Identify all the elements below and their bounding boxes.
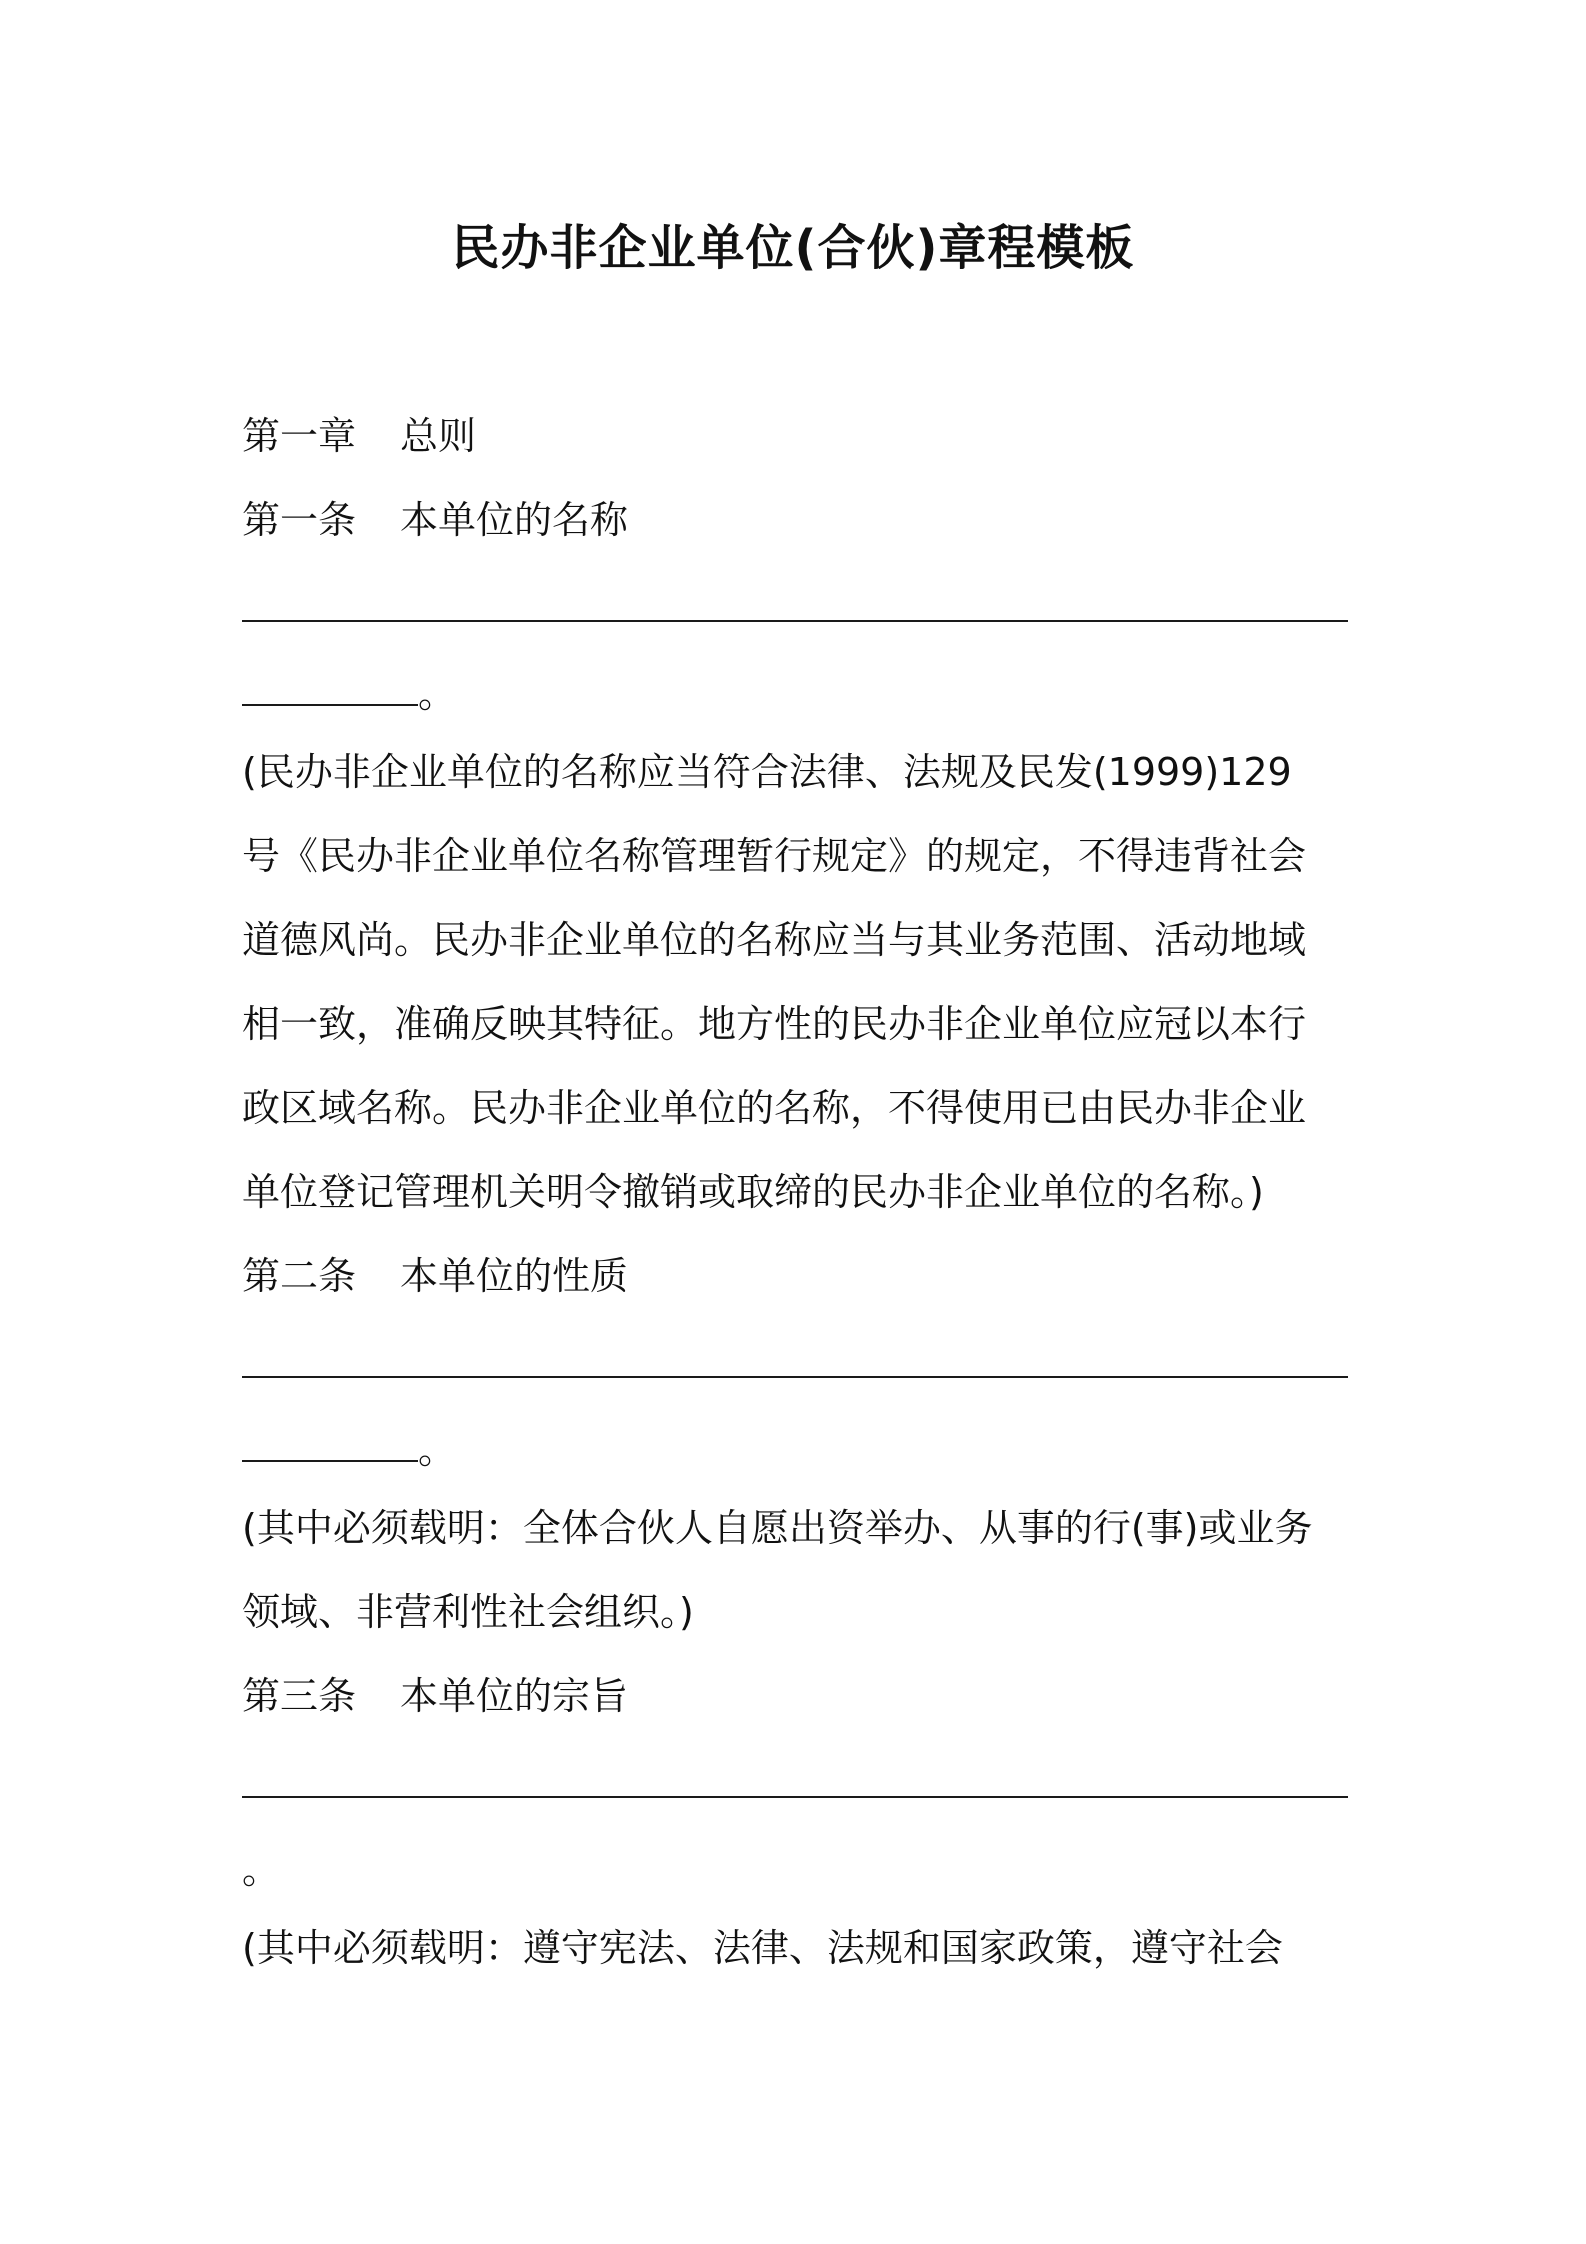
fill-in-blank xyxy=(242,646,1352,730)
article-number: 第二条 xyxy=(242,1254,357,1298)
blank-period: 。 xyxy=(242,1848,281,1892)
note-line: 领域、非营利性社会组织。) xyxy=(242,1590,694,1634)
note-line: (其中必须载明：全体合伙人自愿出资举办、从事的行(事)或业务 xyxy=(242,1506,1313,1550)
chapter-heading xyxy=(242,394,1352,478)
blank-underline xyxy=(242,620,1348,622)
note-line: 号《民办非企业单位名称管理暂行规定》的规定，不得违背社会 xyxy=(242,834,1307,878)
note-line: 道德风尚。民办非企业单位的名称应当与其业务范围、活动地域 xyxy=(242,918,1307,962)
article-heading xyxy=(242,1234,1352,1318)
note-line: 政区域名称。民办非企业单位的名称，不得使用已由民办非企业 xyxy=(242,1086,1307,1130)
blank-underline xyxy=(242,704,418,706)
fill-in-blank xyxy=(242,1318,1352,1402)
note-line: (民办非企业单位的名称应当符合法律、法规及民发(1999)129 xyxy=(242,750,1292,794)
fill-in-blank xyxy=(242,1822,1352,1906)
note-line: 相一致，准确反映其特征。地方性的民办非企业单位应冠以本行 xyxy=(242,1002,1307,1046)
note-line: (其中必须载明：遵守宪法、法律、法规和国家政策，遵守社会 xyxy=(242,1926,1283,1970)
article-heading xyxy=(242,1654,1352,1738)
fill-in-blank xyxy=(242,1738,1352,1822)
article-heading xyxy=(242,478,1352,562)
blank-period: 。 xyxy=(418,672,457,716)
chapter-number: 第一章 xyxy=(242,414,357,458)
chapter-name: 总则 xyxy=(400,414,477,458)
blank-underline xyxy=(242,1460,418,1462)
document-body xyxy=(242,394,1352,1990)
blank-period: 。 xyxy=(418,1428,457,1472)
article-number: 第一条 xyxy=(242,498,357,542)
article-name: 本单位的宗旨 xyxy=(400,1674,629,1718)
article-name: 本单位的性质 xyxy=(400,1254,629,1298)
fill-in-blank xyxy=(242,562,1352,646)
fill-in-blank xyxy=(242,1402,1352,1486)
note-line: 单位登记管理机关明令撤销或取缔的民办非企业单位的名称。) xyxy=(242,1170,1264,1214)
article-number: 第三条 xyxy=(242,1674,357,1718)
blank-underline xyxy=(242,1376,1348,1378)
document-title: 民办非企业单位(合伙)章程模板 xyxy=(451,220,1135,276)
article-name: 本单位的名称 xyxy=(400,498,629,542)
blank-underline xyxy=(242,1796,1348,1798)
